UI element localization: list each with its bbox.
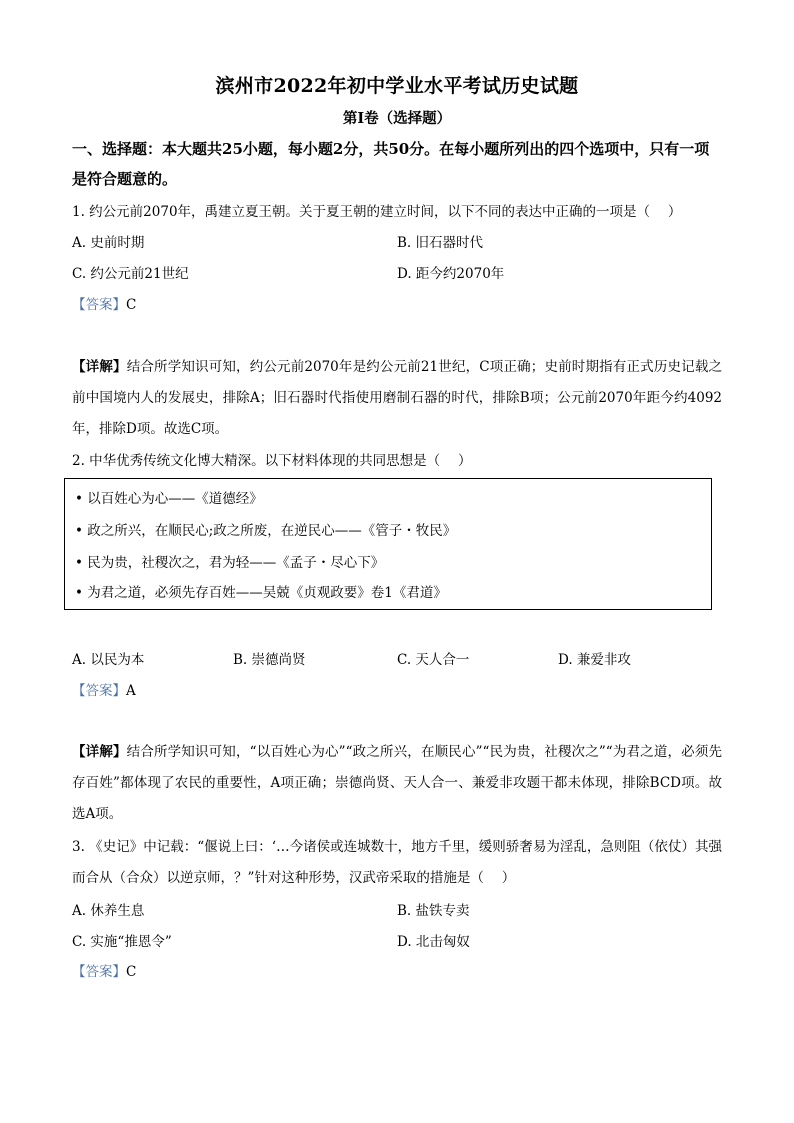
q2-answer-value: A [126,683,136,699]
q1-option-d: D. 距今约2070年 [397,266,505,282]
detail-label: 【详解】 [72,744,127,760]
page-title: 滨州市2022年初中学业水平考试历史试题 [215,75,579,97]
volume-title: 第I卷（选择题） [342,110,452,127]
answer-label: 【答案】 [72,964,126,980]
q1-answer [72,295,136,315]
q3-answer [72,962,136,982]
q1-option-a: A. 史前时期 [72,235,145,251]
q2-option-d: D. 兼爱非攻 [558,652,631,668]
q2-material-1: • 以百姓心为心——《道德经》 [75,491,263,507]
q1-option-b: B. 旧石器时代 [397,235,484,251]
q3-answer-value: C [126,964,137,980]
q2-stem: 2. 中华优秀传统文化博大精深。以下材料体现的共同思想是（ ） [72,453,472,469]
q2-option-a: A. 以民为本 [72,652,145,668]
detail-label: 【详解】 [72,359,127,375]
q2-answer [72,681,136,701]
q3-option-c: C. 实施“推恩令” [72,934,172,950]
q2-material-3: • 民为贵，社稷次之，君为轻——《孟子・尽心下》 [75,555,385,571]
q1-stem: 1. 约公元前2070年，禹建立夏王朝。关于夏王朝的建立时间，以下不同的表达中正确的一项是（ ） [72,204,682,220]
q1-detail-text: 结合所学知识可知，约公元前2070年是约公元前21世纪，C项正确；史前时期指有正式历史记载之前中国境内人的发展史，排除A；旧石器时代指使用磨制石器的时代，排除B项；公元前2070年距今约4092年，排除D项。故选C项。 [72,359,722,437]
section-heading: 一、选择题：本大题共25小题，每小题2分，共50分。在每小题所列出的四个选项中，只有一项是符合题意的。 [72,140,710,188]
q2-option-c: C. 天人合一 [397,652,470,668]
q1-answer-value: C [126,297,137,313]
answer-label: 【答案】 [72,683,126,699]
answer-label: 【答案】 [72,297,126,313]
q3-option-b: B. 盐铁专卖 [397,903,470,919]
q2-detail-text: 结合所学知识可知，“以百姓心为心”“政之所兴，在顺民心”“民为贵，社稷次之”“为君之道，必须先存百姓”都体现了农民的重要性，A项正确；崇德尚贤、天人合一、兼爱非攻题干都未体现，排除BCD项。故选A项。 [72,744,722,822]
q2-option-b: B. 崇德尚贤 [233,652,306,668]
q2-material-4: • 为君之道，必须先存百姓——吴兢《贞观政要》卷1《君道》 [75,585,447,601]
q2-material-2: • 政之所兴，在顺民心;政之所废，在逆民心——《管子・牧民》 [75,523,457,539]
q1-detail [72,352,722,445]
q2-material-box [64,478,712,610]
q2-detail [72,737,722,830]
q3-stem: 3. 《史记》中记载：“偃说上曰：‘…今诸侯或连城数十，地方千里，缓则骄奢易为淫乱，急则阻（依仗）其强而合从（合众）以逆京师，？”针对这种形势，汉武帝采取的措施是（ ） [72,839,722,886]
q3-option-d: D. 北击匈奴 [397,934,470,950]
q3-option-a: A. 休养生息 [72,903,145,919]
q1-option-c: C. 约公元前21世纪 [72,266,189,282]
